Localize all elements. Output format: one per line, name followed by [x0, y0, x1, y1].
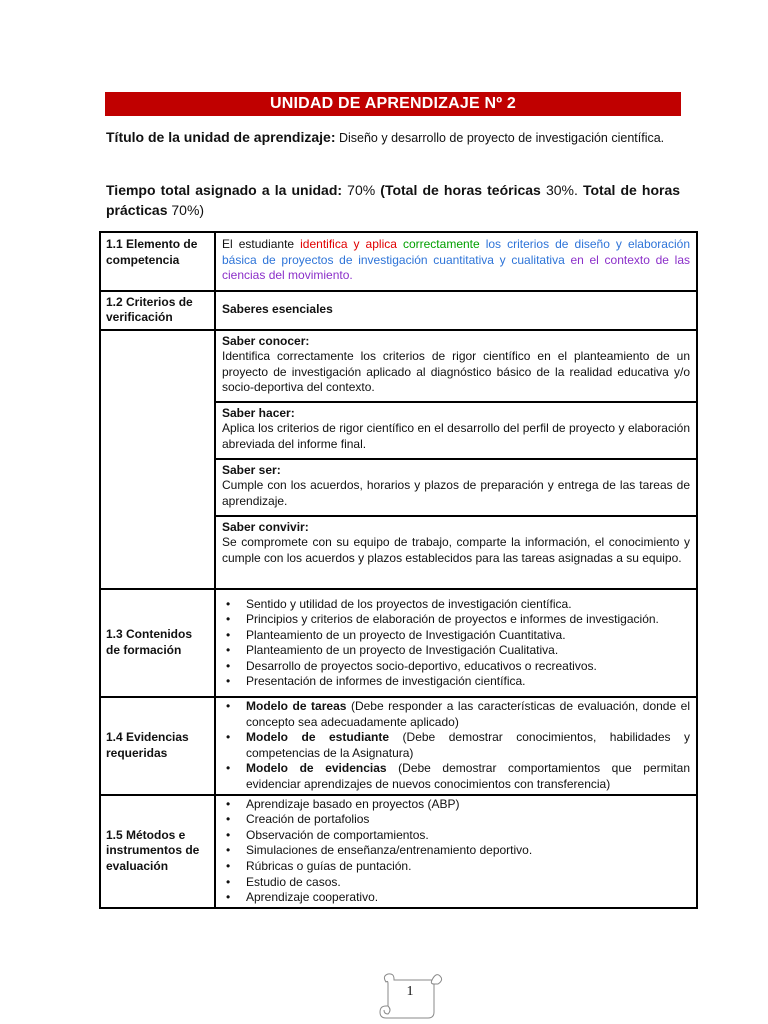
contenidos-label: 1.3 Contenidos de formación [100, 589, 215, 698]
competencia-seg-verbs: identifica y aplica [300, 237, 397, 251]
contenidos-cell [215, 589, 697, 698]
saberes-empty-label [100, 330, 215, 589]
contenidos-row [100, 589, 697, 698]
competencia-seg-1: El estudiante [222, 237, 301, 251]
list-item: • Desarrollo de proyectos socio-deportivo, educativos o recreativos. [246, 659, 690, 675]
unit-title-banner: UNIDAD DE APRENDIZAJE Nº 2 [105, 92, 681, 116]
theory-hours-value: 30%. [545, 182, 578, 198]
saber-text: Se compromete con su equipo de trabajo, comparte la información, el conocimiento y cumple con los acuerdos y plazos establecidos para las tareas asignadas a su equipo. [222, 535, 690, 565]
list-item: • Rúbricas o guías de puntación. [246, 859, 690, 875]
saber-conocer-cell [215, 330, 697, 402]
criterios-label: 1.2 Criterios de verificación [100, 291, 215, 330]
competencia-seg-adverb: correctamente [402, 237, 480, 251]
saber-convivir-cell [215, 516, 697, 589]
saber-text: Identifica correctamente los criterios de rigor científico en el planteamiento de un proyecto de investigación aplicado al diagnóstico básico de la realidad educativa y/o socio-deportiva del contexto. [222, 349, 690, 394]
list-item: • Observación de comportamientos. [246, 828, 690, 844]
saber-row [100, 330, 697, 402]
unit-title-line: Título de la unidad de aprendizaje: Diseño y desarrollo de proyecto de investigación científica. [106, 129, 665, 145]
learning-unit-table [99, 231, 698, 909]
list-item [246, 730, 690, 761]
list-item: • Sentido y utilidad de los proyectos de investigación científica. [246, 597, 690, 613]
evidencias-cell [215, 697, 697, 795]
saber-text: Cumple con los acuerdos, horarios y plazos de preparación y entrega de las tareas de aprendizaje. [222, 478, 690, 508]
list-item: • Simulaciones de enseñanza/entrenamiento deportivo. [246, 843, 690, 859]
time-allocation-line [106, 180, 680, 220]
evidence-model-desc: (Debe demostrar comportamientos que permitan evidenciar aprendizajes de nuevos conocimientos con transferencia) [246, 761, 690, 792]
criterios-row [100, 291, 697, 330]
metodos-row [100, 795, 697, 908]
metodos-label: 1.5 Métodos e instrumentos de evaluación [100, 795, 215, 908]
list-item: • Aprendizaje basado en proyectos (ABP) [246, 797, 690, 813]
saberes-header: Saberes esenciales [215, 291, 697, 330]
list-item: • Planteamiento de un proyecto de Investigación Cualitativa. [246, 643, 690, 659]
list-item: • Planteamiento de un proyecto de Investigación Cuantitativa. [246, 628, 690, 644]
metodos-list [222, 797, 690, 906]
unit-title-value: Diseño y desarrollo de proyecto de investigación científica. [338, 131, 665, 145]
practice-hours-label: Total de horas prácticas [106, 182, 681, 218]
metodos-cell [215, 795, 697, 908]
evidence-model-name: Modelo de evidencias [246, 761, 387, 776]
list-item: • Aprendizaje cooperativo. [246, 890, 690, 906]
evidencias-row [100, 697, 697, 795]
competencia-row [100, 232, 697, 291]
unit-title-label: Título de la unidad de aprendizaje [106, 129, 331, 145]
time-value: 70% [347, 182, 376, 198]
saber-title: Saber convivir: [222, 519, 309, 534]
saber-ser-cell [215, 459, 697, 516]
list-item: • Creación de portafolios [246, 812, 690, 828]
competencia-text [215, 232, 697, 291]
competencia-seg-context: el contexto de las ciencias del movimiento. [222, 252, 691, 282]
evidence-model-desc: (Debe responder a las características de evaluación, donde el concepto sea adecuadamente aplicado) [246, 699, 691, 729]
list-item [246, 761, 690, 792]
time-label: Tiempo total asignado a la unidad: [106, 182, 343, 198]
saber-title: Saber conocer: [222, 333, 310, 348]
evidence-model-name: Modelo de tareas [246, 699, 347, 714]
competencia-seg-object: los criterios de diseño y elaboración básica de proyectos de investigación cuantitativa y cualitativa [222, 237, 690, 267]
list-item: • Estudio de casos. [246, 875, 690, 891]
evidence-model-desc: (Debe demostrar conocimientos, habilidades y competencias de la Asignatura) [246, 730, 691, 760]
list-item [246, 699, 690, 730]
competencia-seg-en: en [564, 252, 584, 267]
contenidos-list [222, 597, 690, 691]
list-item: • Presentación de informes de investigación científica. [246, 674, 690, 690]
evidence-model-name: Modelo de estudiante [246, 730, 390, 745]
page-number: 1 [406, 984, 414, 999]
list-item: • Principios y criterios de elaboración de proyectos e informes de investigación. [246, 612, 690, 628]
saber-hacer-cell [215, 402, 697, 459]
practice-hours-value: 70%) [171, 202, 205, 218]
competencia-label: 1.1 Elemento de competencia [100, 232, 215, 291]
evidencias-list [222, 699, 690, 793]
saber-title: Saber hacer: [222, 405, 295, 420]
saber-text: Aplica los criterios de rigor científico en el desarrollo del perfil de proyecto y elaboración abreviada del informe final. [222, 421, 690, 451]
evidencias-label: 1.4 Evidencias requeridas [100, 697, 215, 795]
saber-title: Saber ser: [222, 462, 281, 477]
theory-hours-label: (Total de horas teóricas [380, 182, 541, 198]
